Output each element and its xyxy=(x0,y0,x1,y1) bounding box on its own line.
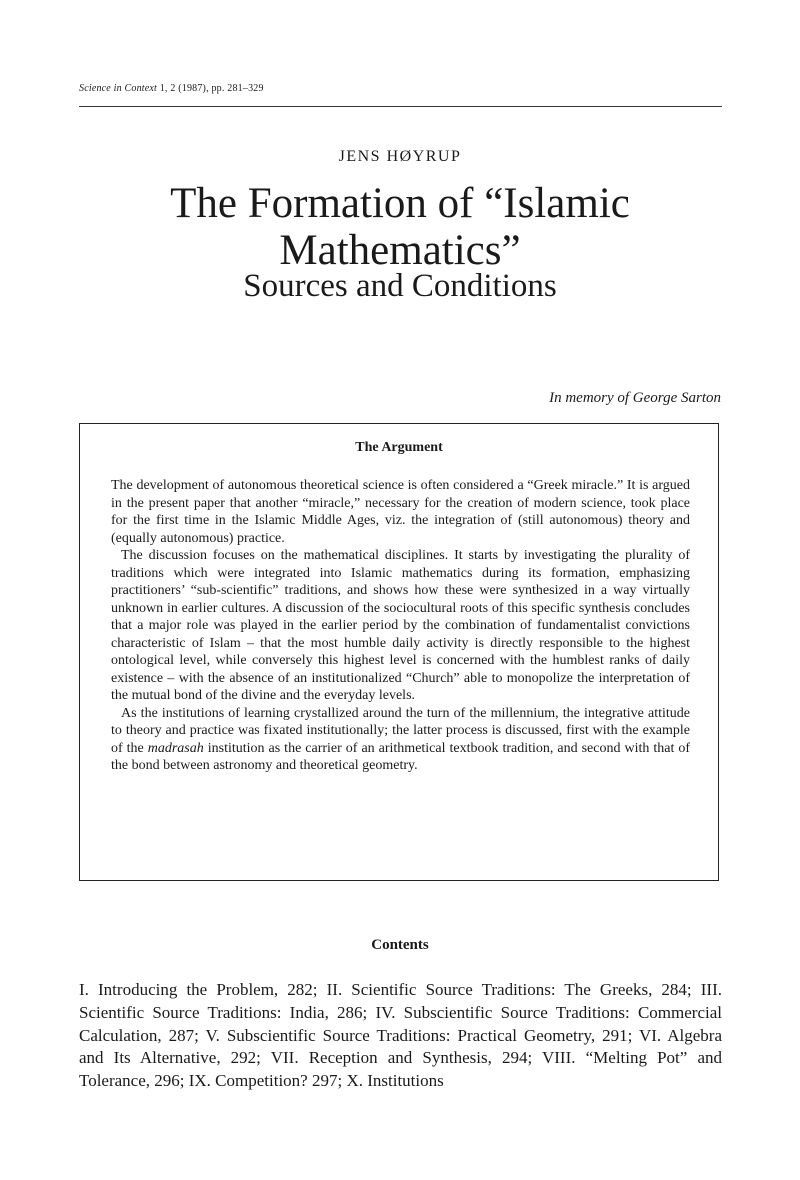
argument-box xyxy=(79,423,719,881)
argument-paragraph-1: The development of autonomous theoretical science is often considered a “Greek miracle.” It is argued in the present paper that another “miracle,” necessary for the creation of modern science, took place for the first time in the Islamic Middle Ages, viz. the integration of (still autonomous) theory and (equally autonomous) practice. xyxy=(111,478,690,546)
running-head xyxy=(79,83,264,94)
argument-paragraph-3 xyxy=(111,705,690,775)
argument-heading: The Argument xyxy=(355,440,443,455)
contents-heading: Contents xyxy=(371,937,429,953)
argument-paragraph-3-start: As the institutions of learning crystallized around the turn of the millennium, the integrative attitude to theory and practice was fixated institutionally; the latter process is discussed, first with the example of the xyxy=(111,705,690,756)
madrasah-term: madrasah xyxy=(147,740,204,756)
article-title xyxy=(0,180,800,274)
journal-name: Science in Context xyxy=(79,83,158,94)
argument-paragraph-3-end: institution as the carrier of an arithmetical textbook tradition, and second with that of the bond between astronomy and theoretical geometry. xyxy=(111,740,690,773)
dedication: In memory of George Sarton xyxy=(549,390,721,406)
argument-body xyxy=(111,477,690,775)
article-subtitle: Sources and Conditions xyxy=(243,268,557,304)
author-name: JENS HØYRUP xyxy=(338,148,462,165)
journal-citation: 1, 2 (1987), pp. 281–329 xyxy=(159,83,264,94)
header-rule xyxy=(79,106,722,107)
title-line-1: The Formation of “Islamic xyxy=(170,180,630,227)
argument-paragraph-2: The discussion focuses on the mathematical disciplines. It starts by investigating the plurality of traditions which were integrated into Islamic mathematics during its formation, emphasizing practitioners’ “sub-scientific” traditions, and shows how these were synthesized in a way virtually unknown in earlier cultures. A discussion of the sociocultural roots of this specific synthesis concludes that a major role was played in the earlier period by the combination of fundamentalist convictions characteristic of Islam – that the most humble daily activity is directly responsible to the highest ontological level, while conversely this highest level is concerned with the humblest ranks of daily existence – with the absence of an institutionalized “Church” able to monopolize the interpretation of the mutual bond of the divine and the everyday levels. xyxy=(111,548,690,703)
title-line-2: Mathematics” xyxy=(279,227,521,274)
contents-list: I. Introducing the Problem, 282; II. Scientific Source Traditions: The Greeks, 284; III. Scientific Source Traditions: India, 286; IV. Subscientific Source Traditions: Commercial Calculation, 287; V. Subscientific Source Traditions: Practical Geometry, 291; VI. Algebra and Its Alternative, 292; VII. Reception and Synthesis, 294; VIII. “Melting Pot” and Tolerance, 296; IX. Competition? 297; X. Institutions xyxy=(79,980,722,1091)
